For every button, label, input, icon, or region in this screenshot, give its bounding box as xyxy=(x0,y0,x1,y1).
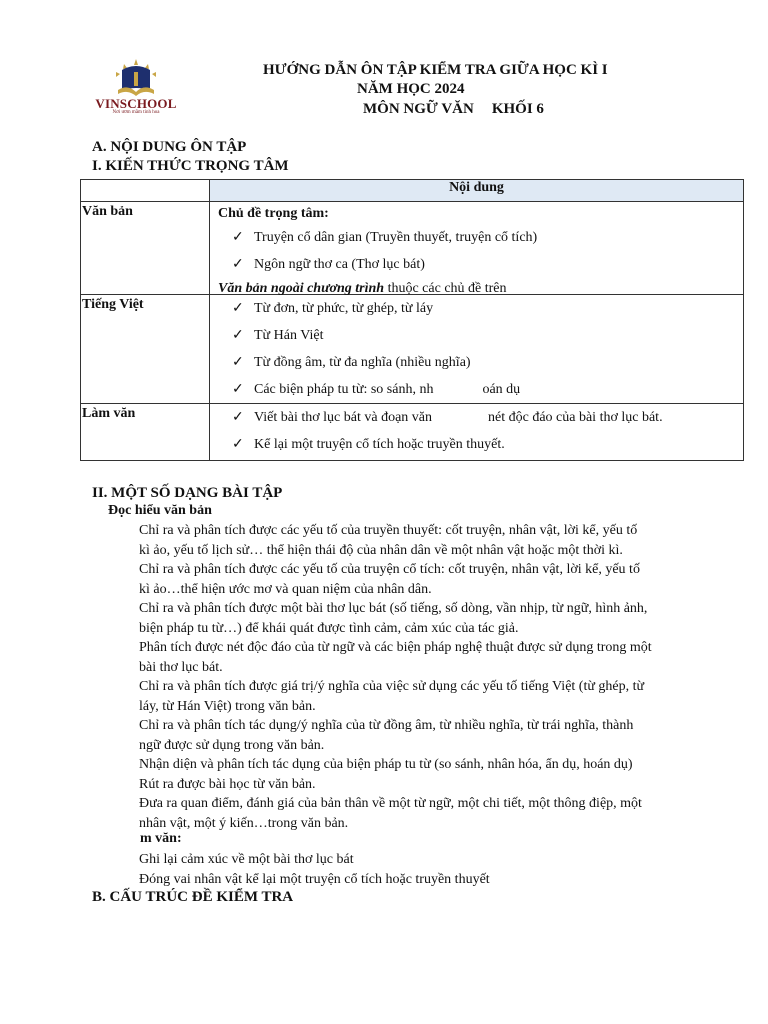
table-row xyxy=(81,404,744,461)
text-line: láy, từ Hán Việt) trong văn bản. xyxy=(139,698,316,714)
doc-hieu-paragraph xyxy=(139,521,699,833)
row-label-tieng-viet: Tiếng Việt xyxy=(81,295,210,404)
text-line: nhân vật, một ý kiến…trong văn bản. xyxy=(139,815,349,831)
list-item: ✓ Truyện cổ dân gian (Truyền thuyết, truyện cổ tích) xyxy=(210,226,743,253)
knowledge-table xyxy=(80,179,744,461)
row-label-van-ban: Văn bản xyxy=(81,202,210,295)
text-line: kì ảo…thể hiện ước mơ và quan niệm của nhân dân. xyxy=(139,581,432,597)
list-item: ✓ Từ đơn, từ phức, từ ghép, từ láy xyxy=(210,297,743,324)
checkmark-icon: ✓ xyxy=(232,437,244,452)
section-a-heading: A. NỘI DUNG ÔN TẬP xyxy=(92,139,247,155)
topic-label: Chủ đề trọng tâm: xyxy=(218,206,329,221)
checkmark-icon: ✓ xyxy=(232,410,244,425)
text-line: Chỉ ra và phân tích tác dụng/ý nghĩa của từ đồng âm, từ nhiều nghĩa, từ trái nghĩa, thành xyxy=(139,718,634,733)
text-line: Chỉ ra và phân tích được một bài thơ lục bát (số tiếng, số dòng, vần nhịp, từ ngữ, hình ảnh, xyxy=(139,601,648,616)
list-item: ✓ Ngôn ngữ thơ ca (Thơ lục bát) xyxy=(210,253,743,280)
checkmark-icon: ✓ xyxy=(232,301,244,316)
list-item: ✓ Từ Hán Việt xyxy=(210,324,743,351)
lam-van-paragraph xyxy=(139,850,699,889)
text-line: Chỉ ra và phân tích được các yếu tố của truyền thuyết: cốt truyện, nhân vật, lời kể, yếu tố xyxy=(139,523,638,538)
section-b-heading: B. CẤU TRÚC ĐỀ KIỂM TRA xyxy=(92,889,294,905)
grade: KHỐI 6 xyxy=(491,101,544,117)
text-line: biện pháp tu từ…) để khái quát được tình cảm, cảm xúc của tác giả. xyxy=(139,620,519,636)
text-line: Rút ra được bài học từ văn bản. xyxy=(139,776,316,792)
vinschool-logo xyxy=(94,56,178,120)
school-year: NĂM HỌC 2024 xyxy=(357,81,465,97)
table-row xyxy=(81,295,744,404)
table-header-content: Nội dung xyxy=(210,180,744,202)
checkmark-icon: ✓ xyxy=(232,382,244,397)
checkmark-icon: ✓ xyxy=(232,257,244,272)
text-line: Đưa ra quan điểm, đánh giá của bản thân về một từ ngữ, một chi tiết, một thông điệp, một xyxy=(139,796,642,811)
text-line: Đóng vai nhân vật kể lại một truyện cổ tích hoặc truyền thuyết xyxy=(139,871,490,887)
subject-grade xyxy=(363,101,544,118)
list-item: ✓ Viết bài thơ lục bát và đoạn văn nét độc đáo của bài thơ lục bát. xyxy=(210,406,743,433)
text-line: Ghi lại cảm xúc về một bài thơ lục bát xyxy=(139,852,354,867)
checkmark-icon: ✓ xyxy=(232,328,244,343)
logo-emblem-icon xyxy=(94,56,178,98)
lam-van-title: m văn: xyxy=(140,831,182,846)
subject: MÔN NGỮ VĂN xyxy=(363,101,474,117)
section-ii-heading: II. MỘT SỐ DẠNG BÀI TẬP xyxy=(92,485,283,501)
logo-tagline: Nơi ươm mầm tinh hoa xyxy=(112,110,160,115)
logo-name: VINSCHOOL xyxy=(95,96,177,111)
extra-note: Văn bản ngoài chương trình thuộc các chủ đề trên xyxy=(218,281,507,296)
text-line: ngữ được sử dụng trong văn bản. xyxy=(139,737,325,753)
list-item: ✓ Kể lại một truyện cổ tích hoặc truyền thuyết. xyxy=(210,433,743,460)
text-line: bài thơ lục bát. xyxy=(139,659,223,675)
table-row xyxy=(81,202,744,295)
list-item: ✓ Từ đồng âm, từ đa nghĩa (nhiều nghĩa) xyxy=(210,351,743,378)
table-header-blank xyxy=(81,180,210,202)
checkmark-icon: ✓ xyxy=(232,230,244,245)
section-i-heading: I. KIẾN THỨC TRỌNG TÂM xyxy=(92,158,289,174)
text-line: Phân tích được nét độc đáo của từ ngữ và các biện pháp nghệ thuật được sử dụng trong một xyxy=(139,640,652,655)
text-line: kì ảo, yếu tố lịch sử… thể hiện thái độ của nhân dân về một nhân vật hoặc một thời kì. xyxy=(139,542,623,558)
text-line: Nhận diện và phân tích tác dụng của biện pháp tu từ (so sánh, nhân hóa, ẩn dụ, hoán dụ) xyxy=(139,757,633,772)
text-line: Chỉ ra và phân tích được các yếu tố của truyện cổ tích: cốt truyện, nhân vật, lời kể, yếu tố xyxy=(139,562,640,577)
doc-hieu-title: Đọc hiểu văn bản xyxy=(108,503,212,518)
row-label-lam-van: Làm văn xyxy=(81,404,210,461)
list-item: ✓ Các biện pháp tu từ: so sánh, nh oán dụ xyxy=(210,378,743,405)
text-line: Chỉ ra và phân tích được giá trị/ý nghĩa của việc sử dụng các yếu tố tiếng Việt (từ ghép, từ xyxy=(139,679,645,694)
checkmark-icon: ✓ xyxy=(232,355,244,370)
document-title: HƯỚNG DẪN ÔN TẬP KIỂM TRA GIỮA HỌC KÌ I xyxy=(263,62,608,78)
